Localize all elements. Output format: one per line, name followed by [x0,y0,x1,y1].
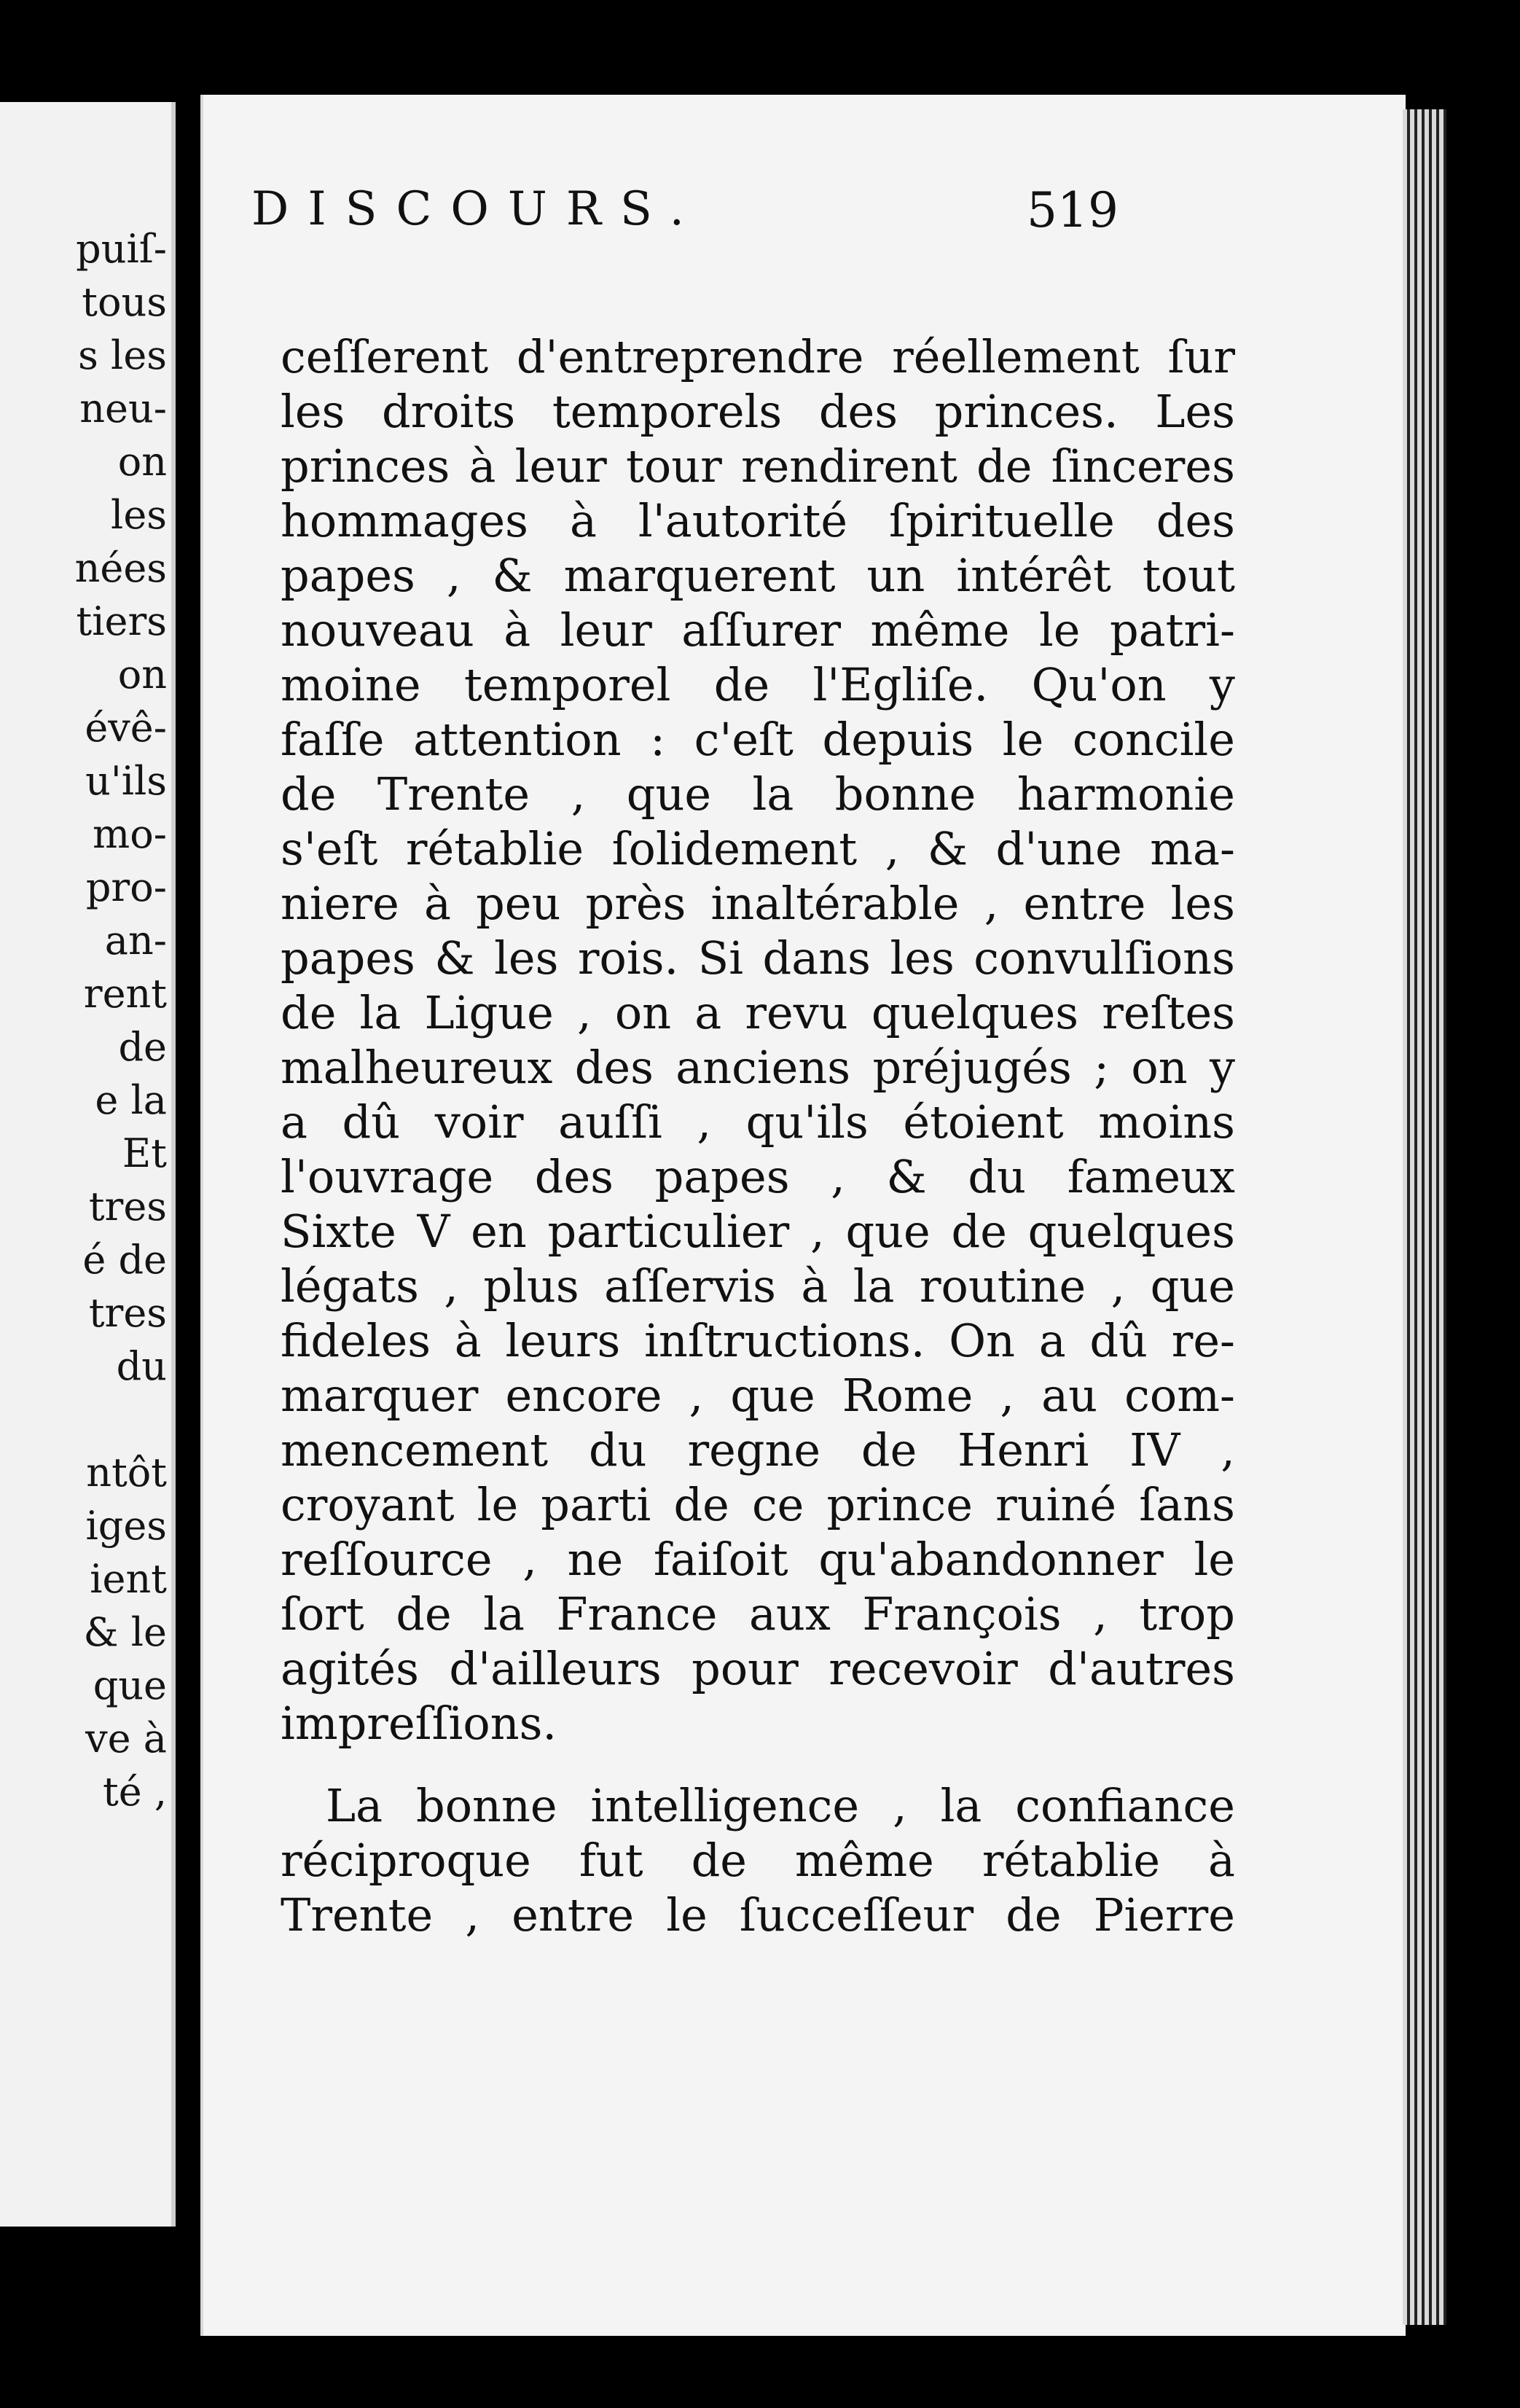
text-line: Trente , entre le ſucceſſeur de Pierre [281,1888,1235,1942]
left-fragment-line: tous [82,279,167,325]
text-line: marquer encore , que Rome , au com- [281,1369,1235,1422]
text-line: fideles à leurs inſtructions. On a dû re- [281,1314,1235,1367]
left-fragment-line: tiers [76,598,167,644]
running-title: DISCOURS. [251,182,703,236]
text-line: s'eſt rétablie ſolidement , & d'une ma- [281,822,1235,875]
text-line: moine temporel de l'Egliſe. Qu'on y [281,658,1235,711]
left-fragment-line: an- [104,918,167,963]
page-number: 519 [1027,182,1119,238]
text-line: princes à leur tour rendirent de ſinceres [281,439,1235,493]
left-fragment-line: on [117,652,167,697]
text-line: ceſſerent d'entreprendre réellement ſur [281,330,1235,383]
left-fragment-line: pro- [85,864,167,910]
left-fragment-line: les [111,492,167,538]
text-line: hommages à l'autorité ſpirituelle des [281,494,1235,547]
text-line: agités d'ailleurs pour recevoir d'autres [281,1642,1235,1695]
text-line: papes , & marquerent un intérêt tout [281,549,1235,602]
page-edges [1403,109,1446,2325]
left-fragment-line: que [93,1662,167,1708]
left-fragment-line: ient [90,1556,167,1602]
text-line: La bonne intelligence , la confiance [326,1779,1235,1832]
text-line: niere à peu près inaltérable , entre les [281,877,1235,930]
text-line: croyant le parti de ce prince ruiné ſans [281,1478,1235,1531]
text-line: impreſſions. [281,1697,557,1750]
text-line: a dû voir auſſi , qu'ils étoient moins [281,1095,1235,1149]
text-line: l'ouvrage des papes , & du fameux [281,1150,1235,1203]
left-fragment-line: mo- [93,811,167,857]
text-line: les droits temporels des princes. Les [281,385,1235,438]
left-fragment-line: ve à [85,1716,167,1762]
left-fragment-line: évê- [85,705,167,751]
text-line: nouveau à leur aſſurer même le patri- [281,603,1235,657]
left-fragment-line: té , [103,1769,167,1815]
left-fragment-line: & le [83,1609,167,1655]
left-fragment-line: é de [82,1237,167,1283]
left-fragment-line: on [117,439,167,485]
left-fragment-line: u'ils [85,758,167,804]
left-fragment-line: neu- [79,386,167,431]
left-fragment-line: s les [78,332,167,378]
text-line: faſſe attention : c'eſt depuis le concile [281,713,1235,766]
text-line: ſort de la France aux François , trop [281,1587,1235,1641]
left-fragment-line: du [116,1343,167,1389]
left-fragment-line: de [118,1024,167,1070]
left-fragment-line: puiſ- [76,226,167,272]
left-fragment-line: iges [85,1503,167,1549]
text-line: de la Ligue , on a revu quelques reſtes [281,986,1235,1039]
text-line: Sixte V en particulier , que de quelques [281,1205,1235,1258]
text-line: malheureux des anciens préjugés ; on y [281,1041,1235,1094]
text-line: réciproque fut de même rétablie à [281,1834,1235,1887]
left-fragment-line: tres [88,1290,167,1336]
left-fragment-line: ntôt [86,1450,167,1496]
left-fragment-line: e la [95,1077,167,1123]
left-fragment-line: tres [88,1184,167,1230]
text-body [281,329,1235,1942]
text-line: papes & les rois. Si dans les convulſions [281,931,1235,985]
running-head [251,182,1119,238]
left-fragment-line: Et [122,1130,167,1176]
left-page-fragment [0,102,176,2227]
left-fragment-line: nées [74,545,167,591]
text-line: mencement du regne de Henri IV , [281,1423,1235,1477]
text-line: légats , plus aſſervis à la routine , que [281,1259,1235,1313]
text-line: de Trente , que la bonne harmonie [281,767,1235,821]
text-line: reſſource , ne faiſoit qu'abandonner le [281,1533,1235,1586]
left-fragment-line: rent [83,971,167,1017]
